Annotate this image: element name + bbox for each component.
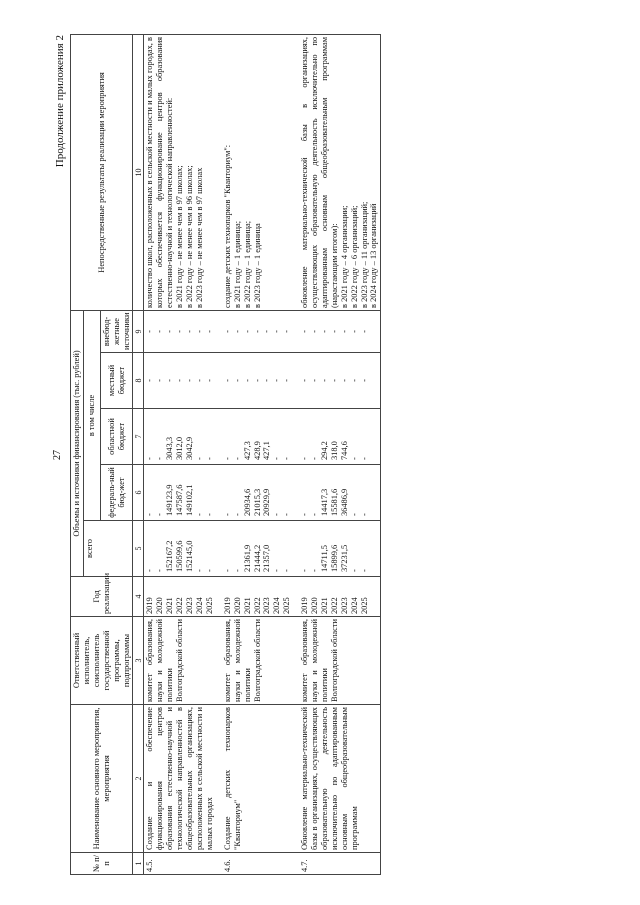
- result-line: в 2022 году – не менее чем в 96 школах;: [185, 165, 195, 308]
- regional-funding-line: -: [272, 457, 282, 460]
- local-funding-line: -: [282, 379, 292, 382]
- years-line: 2021: [242, 597, 252, 614]
- total-funding-line: -: [145, 569, 155, 572]
- regional-funding-line: -: [310, 457, 320, 460]
- federal-funding-line: -: [282, 513, 292, 516]
- regional-funding-line: 427,1: [262, 441, 272, 460]
- years-line: 2022: [329, 597, 339, 614]
- total-funding: [299, 521, 381, 577]
- extra-funding-line: -: [272, 330, 282, 333]
- years: [299, 577, 381, 617]
- federal-funding-line: 20934,6: [242, 488, 252, 516]
- federal-funding-line: 149102,1: [185, 484, 195, 516]
- regional-funding-line: -: [222, 457, 232, 460]
- regional-funding-line: 744,6: [339, 441, 349, 460]
- federal-funding-line: -: [204, 513, 214, 516]
- regional-funding: [299, 409, 381, 465]
- years-line: 2020: [155, 597, 165, 614]
- expected-results: [144, 34, 216, 310]
- extra-funding-line: -: [282, 330, 292, 333]
- regional-funding-line: -: [359, 457, 369, 460]
- extra-funding: [144, 310, 216, 352]
- total-funding-line: -: [194, 569, 204, 572]
- regional-funding-line: 3043,3: [165, 436, 175, 460]
- regional-funding-line: -: [145, 457, 155, 460]
- federal-funding-line: -: [222, 513, 232, 516]
- local-funding-line: -: [204, 379, 214, 382]
- total-funding-line: -: [349, 569, 359, 572]
- extra-funding-line: -: [300, 330, 310, 333]
- result-line: создание детских технопарков "Кванториум":: [222, 144, 232, 308]
- extra-funding-line: -: [155, 330, 165, 333]
- total-funding-line: -: [272, 569, 282, 572]
- federal-funding-line: -: [359, 513, 369, 516]
- table-body: [144, 34, 381, 874]
- header-total: всего: [83, 521, 133, 577]
- extra-funding-line: -: [194, 330, 204, 333]
- years-line: 2021: [165, 597, 175, 614]
- years: [222, 577, 293, 617]
- federal-funding-line: 20929,9: [262, 488, 272, 516]
- header-responsible: Ответственный исполнитель, соисполнитель государственной программы, подпрограммы: [71, 617, 133, 705]
- federal-funding-line: 36486,9: [339, 488, 349, 516]
- regional-funding-line: -: [194, 457, 204, 460]
- measure-name: Обновление материально-технической базы в организациях, осуществляющих образовательную деятельность исключительно по адаптированным основным общеобразовательным программам: [299, 705, 381, 853]
- total-funding-line: -: [222, 569, 232, 572]
- responsible-executor: комитет образования, науки и молодежной политики Волгоградской области: [222, 617, 293, 705]
- header-regional: областной бюджет: [100, 409, 133, 465]
- total-funding-line: 150599,6: [175, 540, 185, 572]
- federal-funding-line: -: [232, 513, 242, 516]
- regional-funding-line: -: [349, 457, 359, 460]
- responsible-executor: комитет образования, науки и молодежной политики Волгоградской области: [299, 617, 381, 705]
- header-federal: федераль-ный бюд-жет: [100, 465, 133, 521]
- local-funding-line: -: [359, 379, 369, 382]
- local-funding-line: -: [339, 379, 349, 382]
- local-funding: [299, 353, 381, 409]
- local-funding-line: -: [145, 379, 155, 382]
- col-number: 2: [133, 705, 144, 853]
- expected-results: [222, 34, 293, 310]
- years-line: 2023: [185, 597, 195, 614]
- extra-funding-line: -: [242, 330, 252, 333]
- result-line: количество школ, расположенных в сельской местности и малых городах, в которых обеспечивается функционирование центров образования естественно-научной и технологической направленностей:: [145, 36, 175, 308]
- col-number: 1: [133, 853, 144, 875]
- result-line: обновление материально-технической базы в организациях, осуществляющих образовательную деятельность исключительно по адаптированным основным общеобразовательным программам (нарастающим итогом):: [300, 36, 339, 308]
- total-funding-line: 21444,2: [252, 544, 262, 572]
- regional-funding-line: 428,9: [252, 441, 262, 460]
- extra-funding-line: -: [359, 330, 369, 333]
- federal-funding-line: 21015,3: [252, 488, 262, 516]
- years-line: 2024: [349, 597, 359, 614]
- years-line: 2021: [319, 597, 329, 614]
- years-line: 2019: [222, 597, 232, 614]
- federal-funding-line: 147587,6: [175, 484, 185, 516]
- extra-funding-line: -: [339, 330, 349, 333]
- result-line: в 2021 году – не менее чем в 97 школах;: [175, 165, 185, 308]
- col-number: 5: [133, 521, 144, 577]
- extra-funding-line: -: [175, 330, 185, 333]
- col-number: 7: [133, 409, 144, 465]
- total-funding-line: 152145,0: [185, 540, 195, 572]
- total-funding-line: -: [282, 569, 292, 572]
- header-year: Год реализации: [71, 577, 133, 617]
- local-funding-line: -: [300, 379, 310, 382]
- years-line: 2019: [300, 597, 310, 614]
- result-line: в 2021 году – 4 организации;: [339, 205, 349, 308]
- local-funding-line: -: [252, 379, 262, 382]
- measure-name: Создание детских технопарков "Кванториум": [222, 705, 293, 853]
- row-number: 4.7.: [299, 853, 381, 875]
- header-extrabudget: внебюд-жетные источники: [100, 310, 133, 352]
- col-number: 8: [133, 353, 144, 409]
- result-line: в 2021 году – 1 единица;: [232, 220, 242, 308]
- extra-funding-line: -: [252, 330, 262, 333]
- local-funding-line: -: [272, 379, 282, 382]
- local-funding-line: -: [262, 379, 272, 382]
- table-row: [222, 34, 293, 874]
- extra-funding-line: -: [329, 330, 339, 333]
- years-line: 2020: [232, 597, 242, 614]
- total-funding-line: 21357,0: [262, 544, 272, 572]
- total-funding-line: 152167,2: [165, 540, 175, 572]
- header-local: местный бюджет: [100, 353, 133, 409]
- extra-funding-line: -: [349, 330, 359, 333]
- regional-funding-line: 427,3: [242, 441, 252, 460]
- years-line: 2022: [175, 597, 185, 614]
- federal-funding: [222, 465, 293, 521]
- local-funding-line: -: [175, 379, 185, 382]
- extra-funding-line: -: [222, 330, 232, 333]
- header-including: в том числе: [83, 310, 100, 520]
- landscape-content: [54, 35, 570, 875]
- federal-funding: [144, 465, 216, 521]
- total-funding-line: -: [155, 569, 165, 572]
- federal-funding: [299, 465, 381, 521]
- extra-funding: [222, 310, 293, 352]
- total-funding-line: -: [300, 569, 310, 572]
- result-line: в 2022 году – 6 организаций;: [349, 205, 359, 308]
- federal-funding-line: -: [194, 513, 204, 516]
- local-funding-line: -: [232, 379, 242, 382]
- years-line: 2023: [262, 597, 272, 614]
- responsible-executor: комитет образования, науки и молодежной политики Волгоградской области: [144, 617, 216, 705]
- federal-funding-line: -: [349, 513, 359, 516]
- total-funding: [144, 521, 216, 577]
- years-line: 2023: [339, 597, 349, 614]
- row-number: 4.5.: [144, 853, 216, 875]
- total-funding-line: 14711,5: [319, 545, 329, 572]
- local-funding-line: -: [329, 379, 339, 382]
- col-number: 4: [133, 577, 144, 617]
- local-funding-line: -: [310, 379, 320, 382]
- regional-funding: [144, 409, 216, 465]
- extra-funding-line: -: [145, 330, 155, 333]
- local-funding: [222, 353, 293, 409]
- federal-funding-line: 149123,9: [165, 484, 175, 516]
- regional-funding-line: 318,0: [329, 441, 339, 460]
- extra-funding-line: -: [165, 330, 175, 333]
- federal-funding-line: 14417,3: [319, 488, 329, 516]
- local-funding-line: -: [319, 379, 329, 382]
- col-number: 3: [133, 617, 144, 705]
- regional-funding-line: 3012,0: [175, 436, 185, 460]
- extra-funding-line: -: [232, 330, 242, 333]
- local-funding-line: -: [222, 379, 232, 382]
- years-line: 2024: [194, 597, 204, 614]
- regional-funding-line: -: [232, 457, 242, 460]
- result-line: в 2022 году – 1 единица;: [242, 220, 252, 308]
- table-row: [144, 34, 216, 874]
- extra-funding-line: -: [319, 330, 329, 333]
- total-funding-line: 37231,5: [339, 544, 349, 572]
- years: [144, 577, 216, 617]
- regional-funding-line: 3042,9: [185, 436, 195, 460]
- result-line: в 2023 году – не менее чем в 97 школах: [194, 167, 204, 308]
- header-results: Непосредственные результаты реализации мероприятия: [71, 34, 133, 310]
- result-line: в 2024 году – 13 организаций: [369, 203, 379, 308]
- expected-results: [299, 34, 381, 310]
- years-line: 2020: [310, 597, 320, 614]
- extra-funding: [299, 310, 381, 352]
- years-line: 2024: [272, 597, 282, 614]
- years-line: 2025: [282, 597, 292, 614]
- local-funding-line: -: [349, 379, 359, 382]
- years-line: 2025: [359, 597, 369, 614]
- years-line: 2022: [252, 597, 262, 614]
- regional-funding: [222, 409, 293, 465]
- local-funding-line: -: [165, 379, 175, 382]
- appendix-continuation-note: Продолжение приложения 2: [54, 35, 66, 168]
- local-funding-line: -: [242, 379, 252, 382]
- total-funding-line: 21361,9: [242, 544, 252, 572]
- years-line: 2019: [145, 597, 155, 614]
- federal-funding-line: -: [272, 513, 282, 516]
- local-funding-line: -: [155, 379, 165, 382]
- local-funding: [144, 353, 216, 409]
- result-line: в 2023 году – 11 организаций;: [359, 201, 369, 308]
- col-number: 9: [133, 310, 144, 352]
- total-funding-line: 15899,6: [329, 544, 339, 572]
- header-number: № п/п: [71, 853, 133, 875]
- result-line: в 2023 году – 1 единица: [252, 223, 262, 308]
- col-number: 10: [133, 34, 144, 310]
- federal-funding-line: -: [310, 513, 320, 516]
- regional-funding-line: -: [282, 457, 292, 460]
- total-funding: [222, 521, 293, 577]
- extra-funding-line: -: [204, 330, 214, 333]
- federal-funding-line: -: [300, 513, 310, 516]
- col-number: 6: [133, 465, 144, 521]
- federal-funding-line: 15581,6: [329, 488, 339, 516]
- local-funding-line: -: [185, 379, 195, 382]
- total-funding-line: -: [204, 569, 214, 572]
- total-funding-line: -: [310, 569, 320, 572]
- extra-funding-line: -: [262, 330, 272, 333]
- header-name: Наименование основного мероприятия, мероприятия: [71, 705, 133, 853]
- local-funding-line: -: [194, 379, 204, 382]
- total-funding-line: -: [359, 569, 369, 572]
- regional-funding-line: -: [300, 457, 310, 460]
- extra-funding-line: -: [185, 330, 195, 333]
- measure-name: Создание и обеспечение функционирования центров образования естественно-научной и технологической направленностей в общеобразовательных организациях, расположенных в сельской местности и малых городах: [144, 705, 216, 853]
- years-line: 2025: [204, 597, 214, 614]
- total-funding-line: -: [232, 569, 242, 572]
- header-funding: Объемы и источники финансирования (тыс. рублей): [71, 310, 84, 576]
- regional-funding-line: 294,2: [319, 441, 329, 460]
- table-row: [299, 34, 381, 874]
- program-table: [70, 34, 381, 875]
- row-number: 4.6.: [222, 853, 293, 875]
- regional-funding-line: -: [155, 457, 165, 460]
- regional-funding-line: -: [204, 457, 214, 460]
- federal-funding-line: -: [145, 513, 155, 516]
- federal-funding-line: -: [155, 513, 165, 516]
- extra-funding-line: -: [310, 330, 320, 333]
